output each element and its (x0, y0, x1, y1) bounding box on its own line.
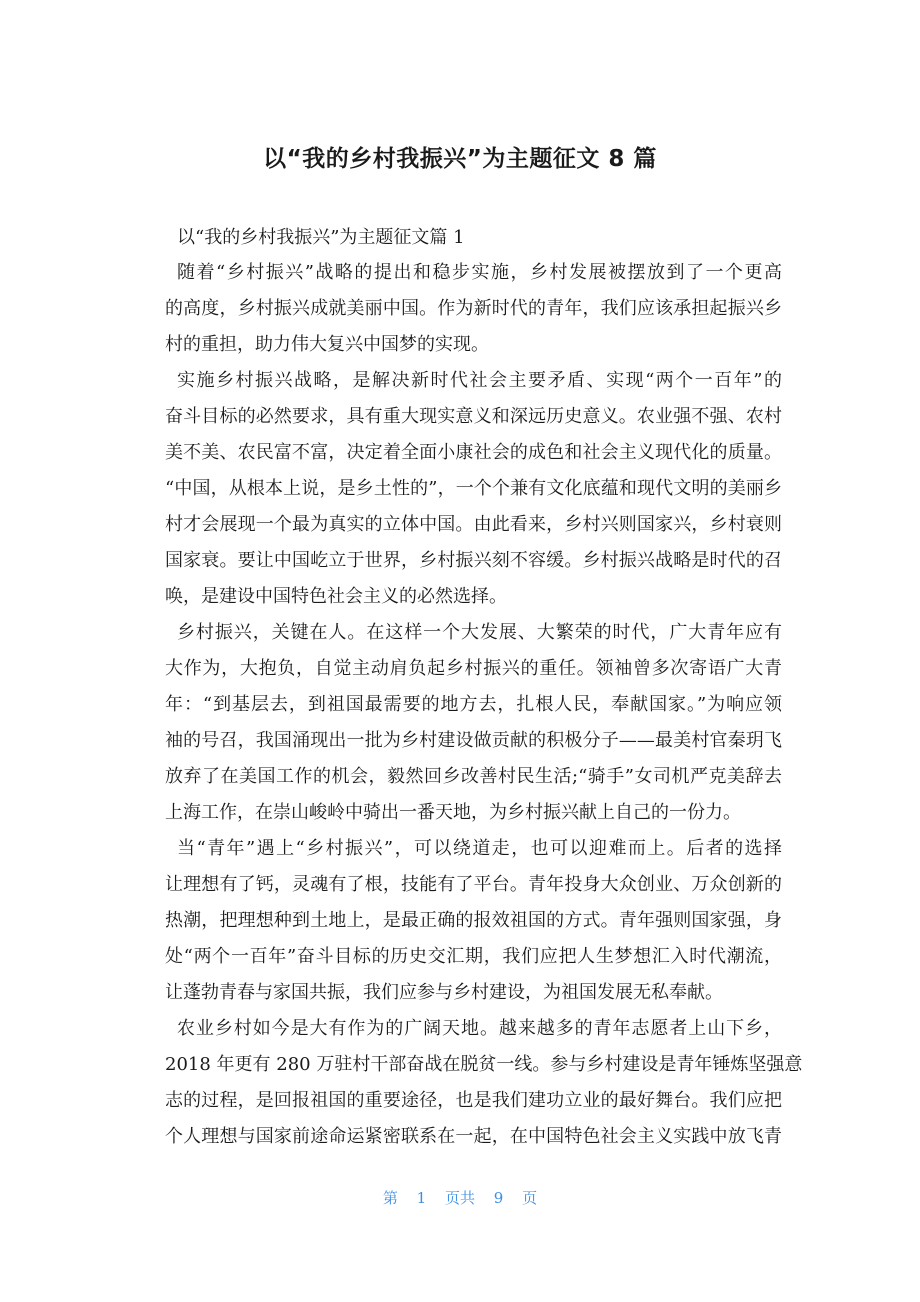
text-line: 放弃了在美国工作的机会，毅然回乡改善村民生活;“骑手”女司机严克美辞去 (165, 766, 782, 787)
text-line: 让理想有了钙，灵魂有了根，技能有了平台。青年投身大众创业、万众创新的 (165, 874, 782, 895)
text-line: 奋斗目标的必然要求，具有重大现实意义和深远历史意义。农业强不强、农村 (165, 406, 782, 427)
document-title: 以“我的乡村我振兴”为主题征文 8 篇 (263, 146, 657, 172)
text-line: 实施乡村振兴战略，是解决新时代社会主要矛盾、实现“两个一百年”的 (177, 370, 782, 391)
text-line: 村才会展现一个最为真实的立体中国。由此看来，乡村兴则国家兴，乡村衰则 (165, 514, 782, 535)
text-line: 农业乡村如今是大有作为的广阔天地。越来越多的青年志愿者上山下乡， (177, 1018, 782, 1039)
text-line: 2018 年更有 280 万驻村干部奋战在脱贫一线。参与乡村建设是青年锤炼坚强意 (165, 1054, 803, 1075)
text-line: 国家衰。要让中国屹立于世界，乡村振兴刻不容缓。乡村振兴战略是时代的召 (165, 550, 782, 571)
text-line: 个人理想与国家前途命运紧密联系在一起，在中国特色社会主义实践中放飞青 (165, 1126, 782, 1147)
text-line: “中国，从根本上说，是乡土性的”，一个个兼有文化底蕴和现代文明的美丽乡 (165, 478, 782, 499)
text-line: 大作为，大抱负，自觉主动肩负起乡村振兴的重任。领袖曾多次寄语广大青 (165, 658, 782, 679)
text-line: 当“青年”遇上“乡村振兴”，可以绕道走，也可以迎难而上。后者的选择 (177, 838, 782, 859)
page-number: 第 1 页共 9 页 (382, 1189, 538, 1207)
section-heading: 以“我的乡村我振兴”为主题征文篇 1 (177, 227, 465, 248)
text-line: 让蓬勃青春与家国共振，我们应参与乡村建设，为祖国发展无私奉献。 (165, 982, 723, 1003)
text-line: 唤，是建设中国特色社会主义的必然选择。 (165, 586, 507, 607)
text-line: 的高度，乡村振兴成就美丽中国。作为新时代的青年，我们应该承担起振兴乡 (165, 298, 782, 319)
text-line: 处“两个一百年”奋斗目标的历史交汇期，我们应把人生梦想汇入时代潮流， (165, 946, 782, 967)
text-line: 随着“乡村振兴”战略的提出和稳步实施，乡村发展被摆放到了一个更高 (177, 262, 782, 283)
text-line: 上海工作，在崇山峻岭中骑出一番天地，为乡村振兴献上自己的一份力。 (165, 802, 741, 823)
text-line: 袖的号召，我国涌现出一批为乡村建设做贡献的积极分子——最美村官秦玥飞 (165, 730, 782, 751)
text-line: 美不美、农民富不富，决定着全面小康社会的成色和社会主义现代化的质量。 (165, 442, 782, 463)
text-line: 热潮，把理想种到土地上，是最正确的报效祖国的方式。青年强则国家强，身 (165, 910, 782, 931)
text-line: 乡村振兴，关键在人。在这样一个大发展、大繁荣的时代，广大青年应有 (177, 622, 782, 643)
text-line: 年：“到基层去，到祖国最需要的地方去，扎根人民，奉献国家。”为响应领 (165, 694, 782, 715)
text-line: 村的重担，助力伟大复兴中国梦的实现。 (165, 334, 489, 355)
text-line: 志的过程，是回报祖国的重要途径，也是我们建功立业的最好舞台。我们应把 (165, 1090, 782, 1111)
